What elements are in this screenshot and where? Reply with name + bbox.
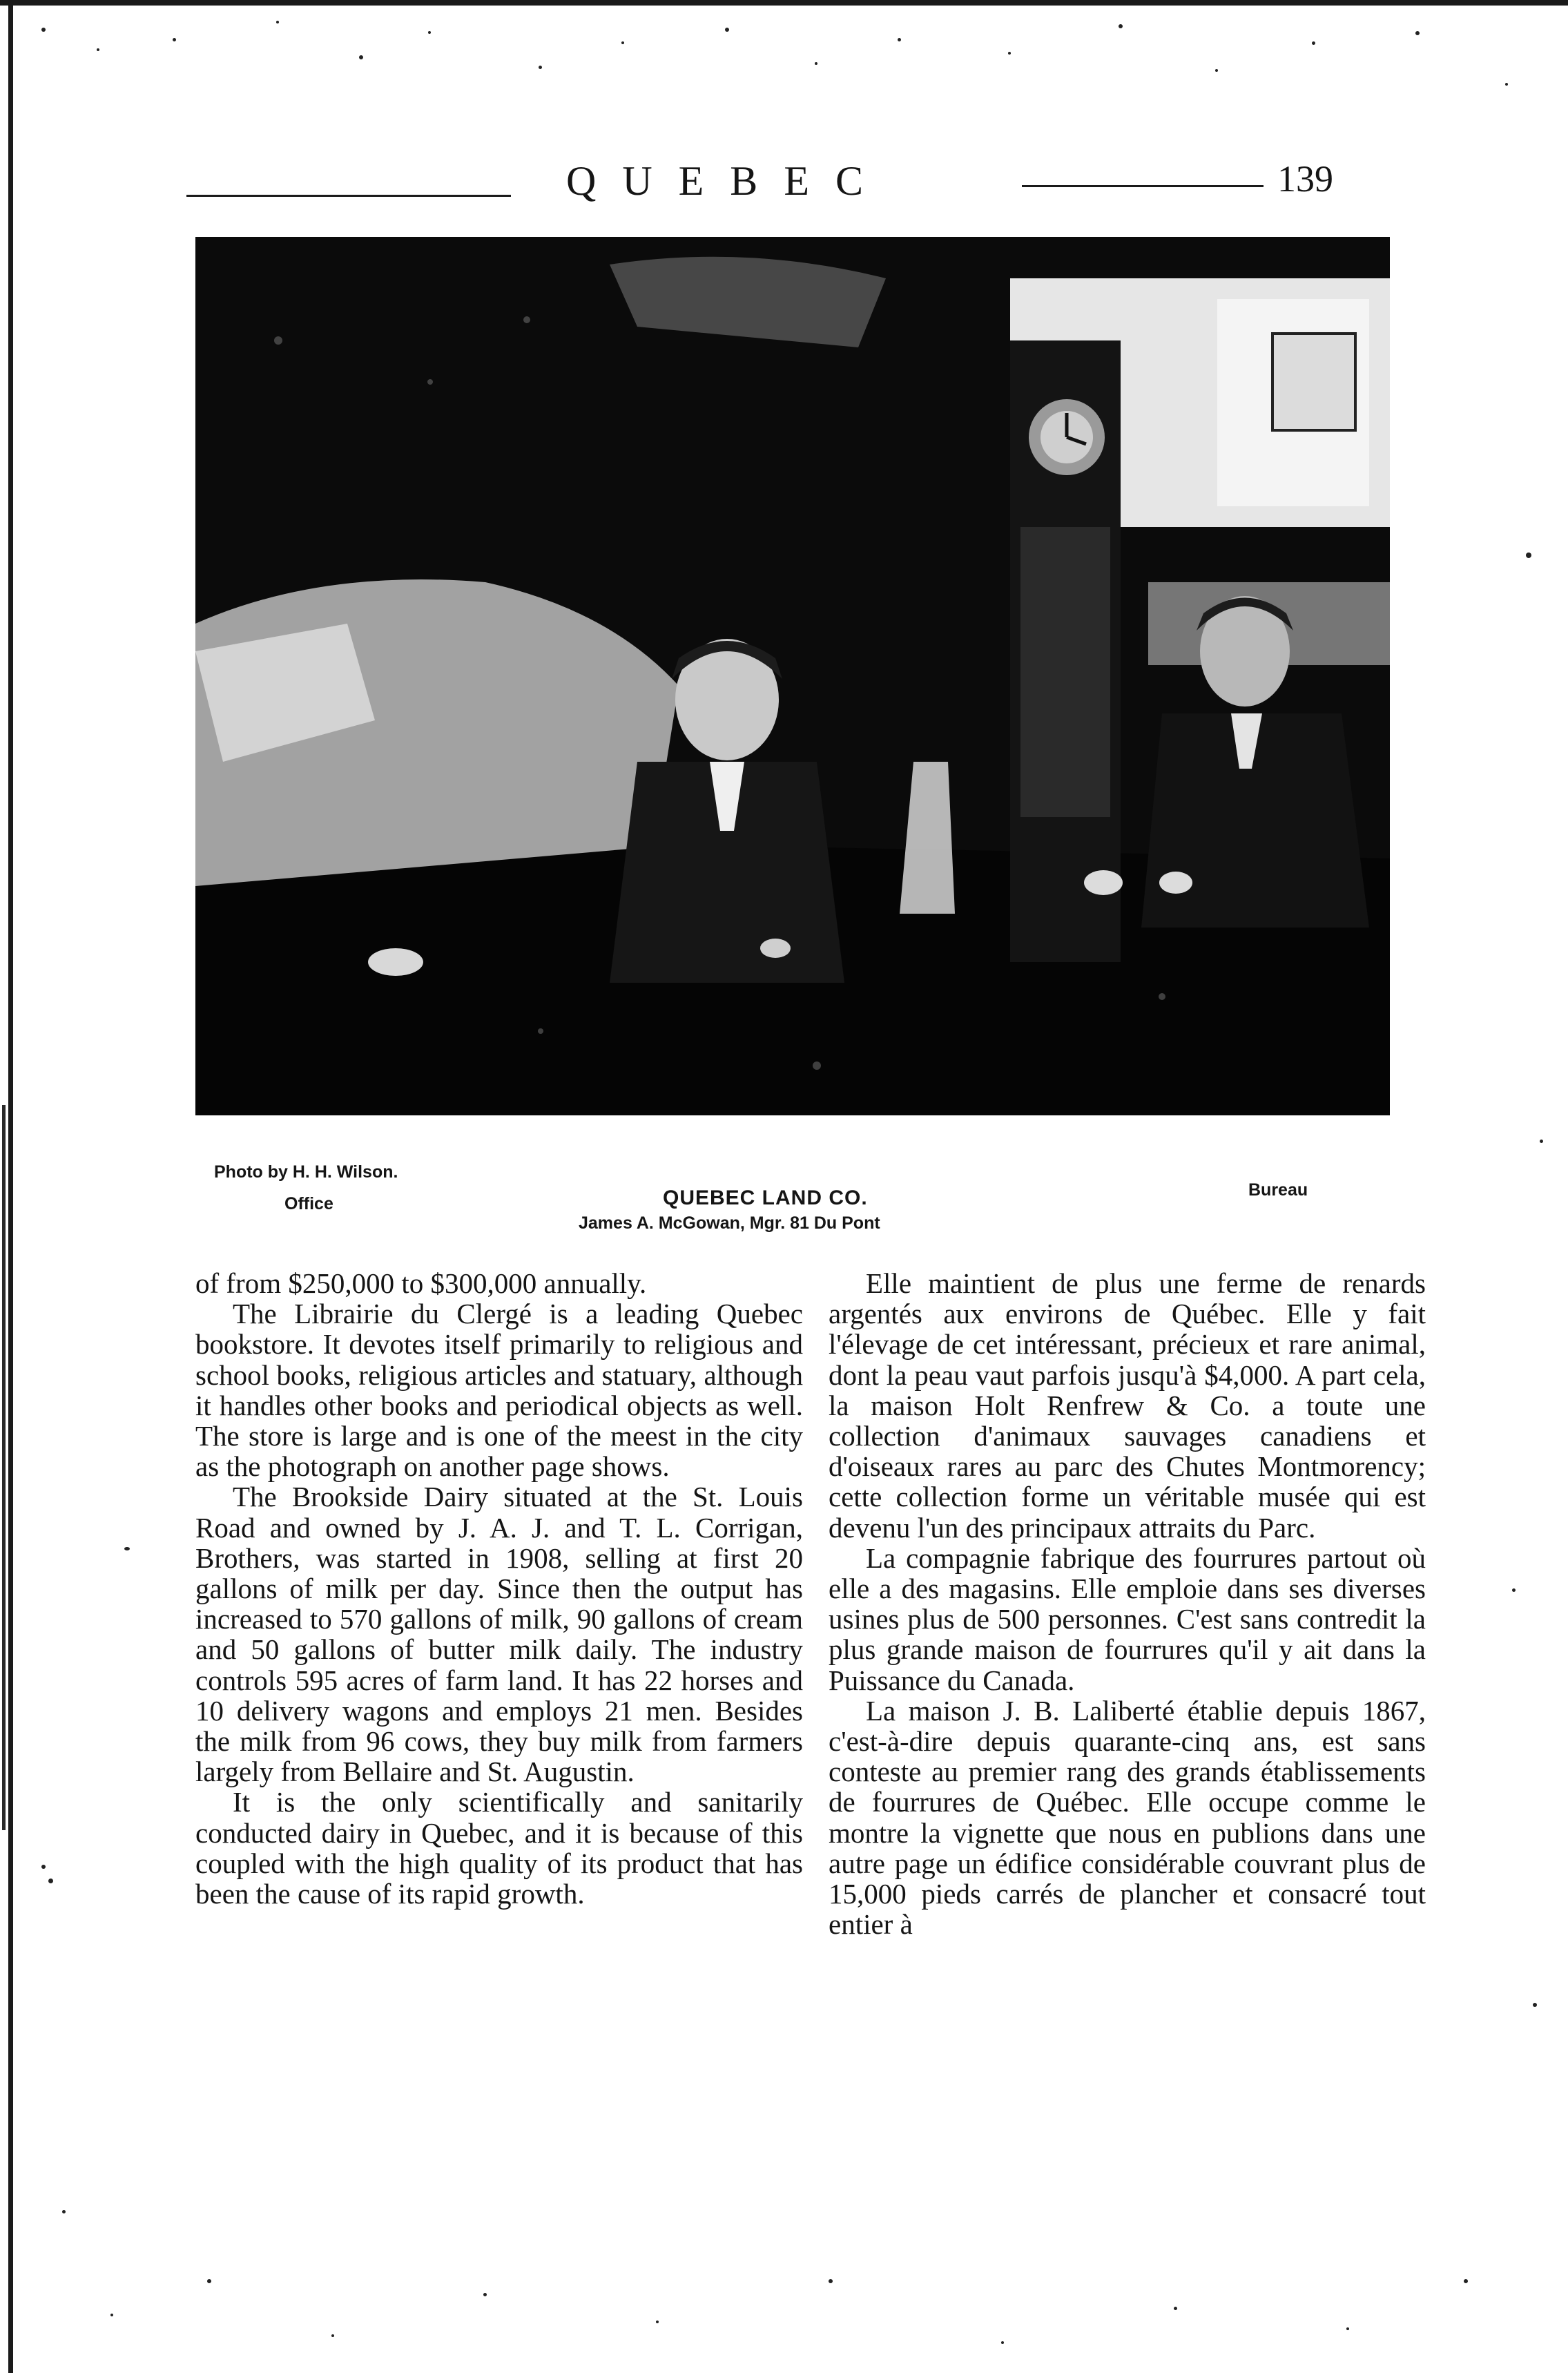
caption-subtitle: James A. McGowan, Mgr. 81 Du Pont	[579, 1213, 880, 1233]
caption-title: QUEBEC LAND CO.	[663, 1186, 868, 1209]
left-paragraph-1: of from $250,000 to $300,000 annually.	[195, 1267, 647, 1299]
page-number: 139	[1277, 158, 1333, 200]
right-paragraph-1: Elle maintient de plus une ferme de renards argentés aux environs de Québec. Elle y fait l'élevage de cet intéressant, précieux et rare animal, dont la peau vaut parfois jusqu'à $4,000. A part cela, la maison Holt Renfrew & Co. a toute une collection d'animaux sauvages canadiens et d'oiseaux rares au parc des Chutes Montmorency; cette collection forme un véritable musée qui est devenu l'un des principaux attraits du Parc.	[829, 1267, 1426, 1544]
page-border-left-shadow	[2, 1105, 6, 1830]
office-photograph	[195, 237, 1390, 1115]
right-paragraph-2: La compagnie fabrique des fourrures partout où elle a des magasins. Elle emploie dans ses diverses usines plus de 500 personnes. C'est sans contredit la plus grande maison de fourrures qu'il y ait dans la Puissance du Canada.	[829, 1541, 1426, 1696]
page-border-left	[8, 0, 13, 2373]
photo-credit: Photo by H. H. Wilson.	[214, 1162, 398, 1182]
running-head: QUEBEC	[566, 158, 889, 204]
page-border-top	[0, 0, 1568, 6]
right-column	[829, 1268, 1426, 1939]
header-rule-right	[1022, 185, 1264, 187]
left-column	[195, 1268, 803, 1909]
header-rule-left	[186, 195, 511, 197]
caption-office: Office	[284, 1194, 333, 1213]
right-paragraph-3: La maison J. B. Laliberté établie depuis 1867, c'est-à-dire depuis quarante-cinq ans, est sans conteste au premier rang des grands établissements de fourrures de Québec. Elle occupe comme le montre la vignette que nous en publions dans une autre page un édifice considérable couvrant plus de 15,000 pieds carrés de plancher et consacré tout entier à	[829, 1694, 1426, 1941]
left-paragraph-2: The Librairie du Clergé is a leading Quebec bookstore. It devotes itself primarily to religious and school books, religious articles and statuary, although it handles other books and periodical objects as well. The store is large and is one of the meest in the city as the photograph on another page shows.	[195, 1298, 803, 1483]
left-paragraph-3: The Brookside Dairy situated at the St. Louis Road and owned by J. A. J. and T. L. Corrigan, Brothers, was started in 1908, selling at first 20 gallons of milk per day. Since then the output has increased to 570 gallons of milk, 90 gallons of cream and 50 gallons of butter milk daily. The industry controls 595 acres of farm land. It has 22 horses and 10 delivery wagons and employs 21 men. Besides the milk from 96 cows, they buy milk from farmers largely from Bellaire and St. Augustin.	[195, 1481, 803, 1788]
left-paragraph-4: It is the only scientifically and sanitarily conducted dairy in Quebec, and it is because of this coupled with the high quality of its product that has been the cause of its rapid growth.	[195, 1786, 803, 1910]
caption-bureau: Bureau	[1248, 1180, 1308, 1200]
